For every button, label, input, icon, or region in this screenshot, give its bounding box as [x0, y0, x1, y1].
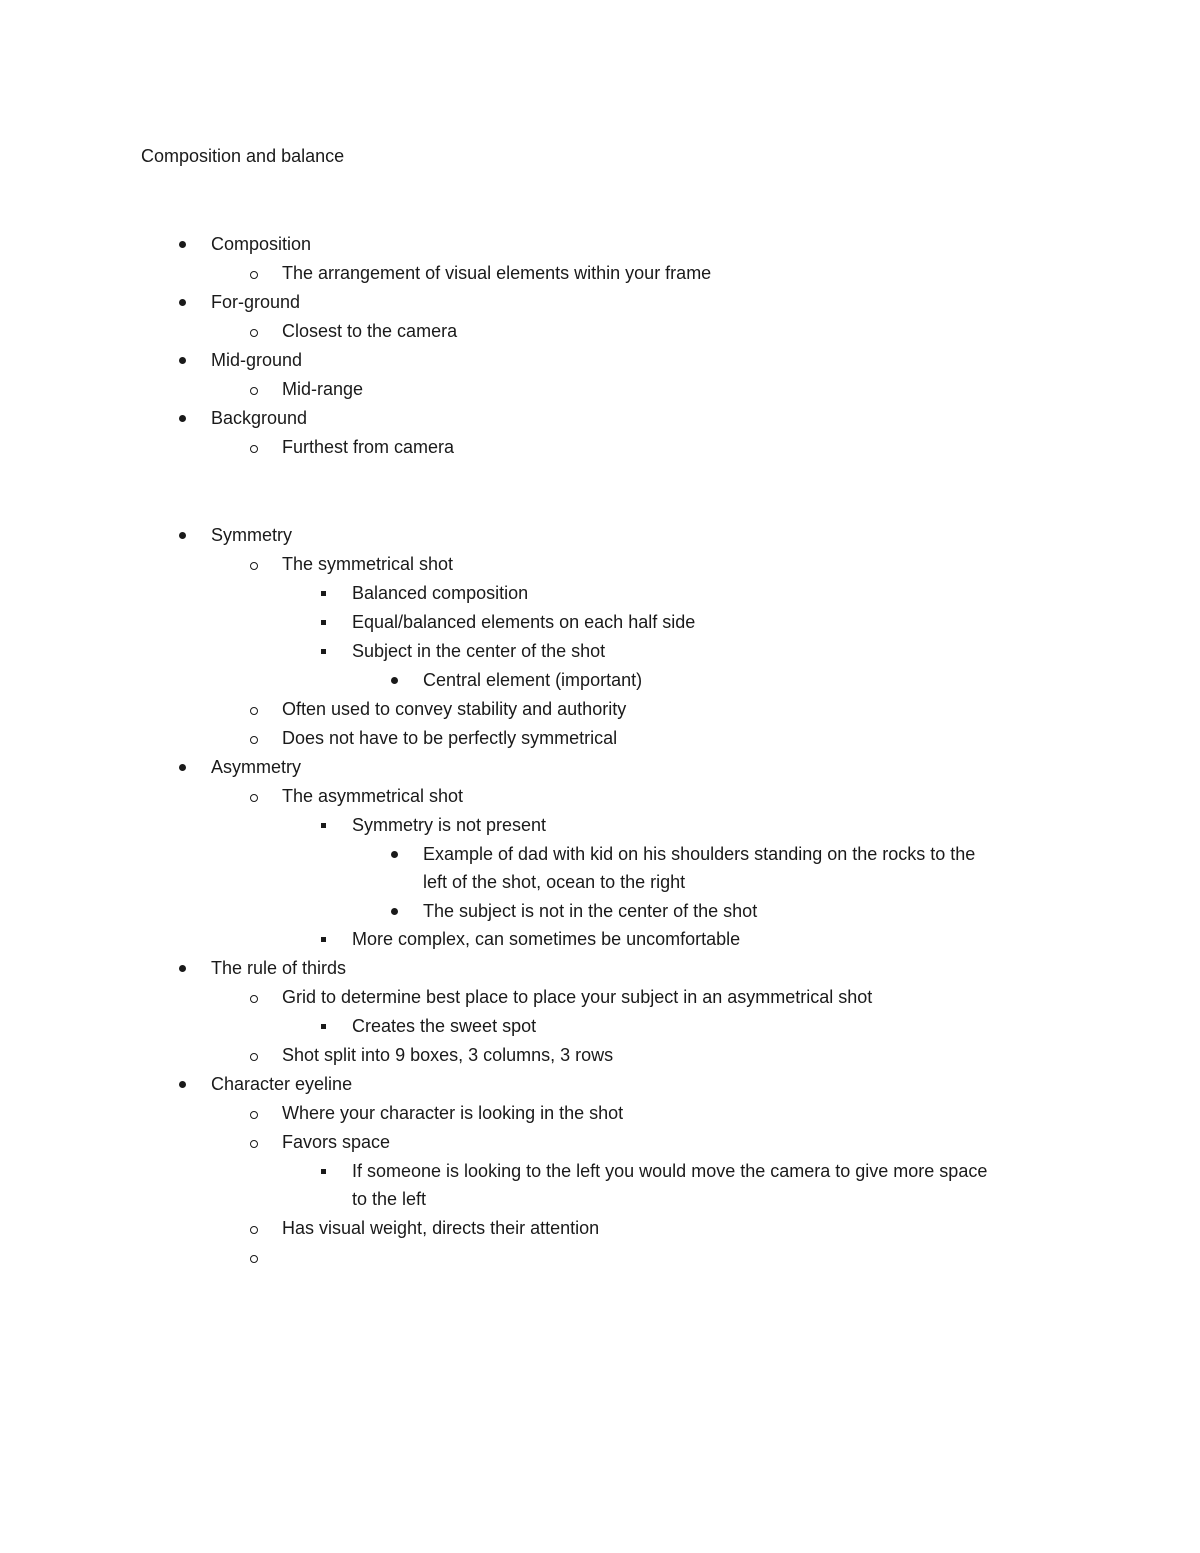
circle-bullet-icon: [246, 1243, 262, 1272]
circle-bullet-icon: [246, 695, 262, 724]
square-bullet-icon: [315, 925, 331, 954]
circle-bullet-icon: [246, 1041, 262, 1070]
list-item-text: The rule of thirds: [211, 958, 347, 978]
circle-bullet-icon: [246, 782, 262, 811]
bullet-icon: [174, 954, 190, 983]
list-item-text: Favors space: [282, 1132, 391, 1152]
circle-bullet-icon: [246, 724, 262, 753]
circle-bullet-icon: [246, 375, 262, 404]
square-bullet-icon: [315, 811, 331, 840]
list-item-text: Composition: [211, 234, 312, 254]
circle-bullet-icon: [246, 550, 262, 579]
list-item-text: Symmetry is not present: [352, 815, 547, 835]
list-item-text: left of the shot, ocean to the right: [423, 872, 686, 892]
bullet-icon: [386, 666, 402, 695]
list-item-text: Balanced composition: [352, 583, 529, 603]
list-item-text: The symmetrical shot: [282, 554, 454, 574]
list-item-text: The asymmetrical shot: [282, 786, 464, 806]
list-item-text: Shot split into 9 boxes, 3 columns, 3 rows: [282, 1045, 614, 1065]
bullet-icon: [174, 521, 190, 550]
bullet-icon: [386, 897, 402, 926]
list-item-text: Where your character is looking in the shot: [282, 1103, 624, 1123]
square-bullet-icon: [315, 1012, 331, 1041]
list-item-text: The arrangement of visual elements within your frame: [282, 263, 712, 283]
list-item-text: For-ground: [211, 292, 301, 312]
bullet-icon: [174, 230, 190, 259]
circle-bullet-icon: [246, 983, 262, 1012]
list-item-text: to the left: [352, 1189, 427, 1209]
circle-bullet-icon: [246, 317, 262, 346]
bullet-icon: [174, 404, 190, 433]
list-item-text: If someone is looking to the left you would move the camera to give more space: [352, 1161, 988, 1181]
list-item-text: Grid to determine best place to place your subject in an asymmetrical shot: [282, 987, 873, 1007]
square-bullet-icon: [315, 579, 331, 608]
circle-bullet-icon: [246, 433, 262, 462]
list-item-text: Equal/balanced elements on each half side: [352, 612, 696, 632]
list-item-text: Central element (important): [423, 670, 643, 690]
bullet-icon: [386, 840, 402, 869]
list-item-text: More complex, can sometimes be uncomfortable: [352, 929, 741, 949]
bullet-icon: [174, 1070, 190, 1099]
list-item-text: Example of dad with kid on his shoulders standing on the rocks to the: [423, 844, 976, 864]
circle-bullet-icon: [246, 1099, 262, 1128]
document-title: Composition and balance: [141, 146, 345, 166]
list-item-text: Asymmetry: [211, 757, 301, 777]
list-item-text: Character eyeline: [211, 1074, 353, 1094]
circle-bullet-icon: [246, 259, 262, 288]
list-item-text: The subject is not in the center of the shot: [423, 901, 758, 921]
list-item-text: Closest to the camera: [282, 321, 458, 341]
list-item-text: Background: [211, 408, 308, 428]
bullet-icon: [174, 753, 190, 782]
bullet-icon: [174, 288, 190, 317]
list-item-text: Mid-range: [282, 379, 364, 399]
bullet-icon: [174, 346, 190, 375]
list-item-text: Has visual weight, directs their attention: [282, 1218, 600, 1238]
list-item-text: Creates the sweet spot: [352, 1016, 537, 1036]
square-bullet-icon: [315, 637, 331, 666]
list-item-text: Symmetry: [211, 525, 292, 545]
list-item-text: Does not have to be perfectly symmetrical: [282, 728, 618, 748]
square-bullet-icon: [315, 1157, 331, 1186]
circle-bullet-icon: [246, 1214, 262, 1243]
circle-bullet-icon: [246, 1128, 262, 1157]
list-item-text: Often used to convey stability and authority: [282, 699, 627, 719]
list-item-text: Subject in the center of the shot: [352, 641, 606, 661]
list-item-text: Mid-ground: [211, 350, 303, 370]
square-bullet-icon: [315, 608, 331, 637]
list-item-text: Furthest from camera: [282, 437, 455, 457]
